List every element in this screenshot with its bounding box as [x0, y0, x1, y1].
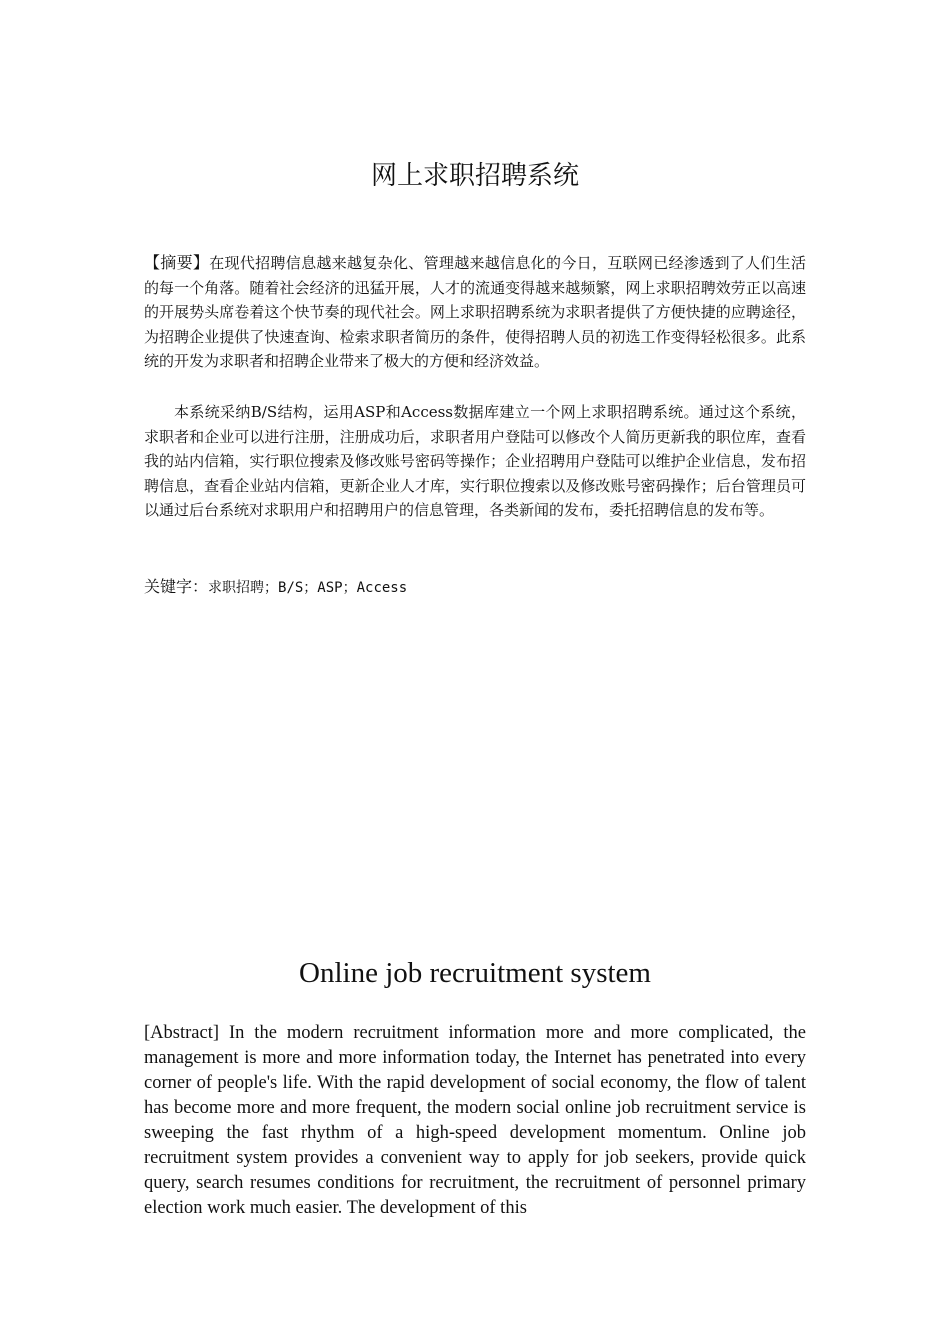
- chinese-paragraph-2: 本系统采纳B/S结构，运用ASP和Access数据库建立一个网上求职招聘系统。通过这个系统，求职者和企业可以进行注册，注册成功后，求职者用户登陆可以修改个人简历更新我的职位库，查看我的站内信箱，实行职位搜索及修改账号密码等操作；企业招聘用户登陆可以维护企业信息，发布招聘信息，查看企业站内信箱，更新企业人才库，实行职位搜索以及修改账号密码操作；后台管理员可以通过后台系统对求职用户和招聘用户的信息管理，各类新闻的发布，委托招聘信息的发布等。: [144, 403, 806, 520]
- chinese-keywords: [144, 575, 806, 600]
- english-abstract: [Abstract] In the modern recruitment information more and more complicated, the management is more and more information today, the Internet has penetrated into every corner of people's life. With the rapid development of social economy, the flow of talent has become more and more frequent, the modern social online job recruitment service is sweeping the fast rhythm of a high-speed development momentum. Online job recruitment system provides a convenient way to apply for job seekers, provide quick query, search resumes conditions for recruitment, the recruitment of personnel primary election work much easier. The development of this: [144, 1023, 806, 1218]
- english-title: Online job recruitment system: [299, 957, 651, 989]
- keywords-value: 求职招聘；B/S；ASP；Access: [208, 580, 408, 596]
- chinese-abstract-text: 在现代招聘信息越来越复杂化、管理越来越信息化的今日，互联网已经渗透到了人们生活的每一个角落。随着社会经济的迅猛开展，人才的流通变得越来越频繁，网上求职招聘效劳正以高速的开展势头席卷着这个快节奏的现代社会。网上求职招聘系统为求职者提供了方便快捷的应聘途径，为招聘企业提供了快速查询、检索求职者简历的条件，使得招聘人员的初选工作变得轻松很多。此系统的开发为求职者和招聘企业带来了极大的方便和经济效益。: [144, 254, 806, 371]
- keywords-label: 关键字：: [144, 577, 209, 596]
- chinese-abstract-label: 【摘要】: [144, 253, 210, 272]
- chinese-title: 网上求职招聘系统: [370, 161, 579, 191]
- chinese-abstract: [144, 251, 806, 374]
